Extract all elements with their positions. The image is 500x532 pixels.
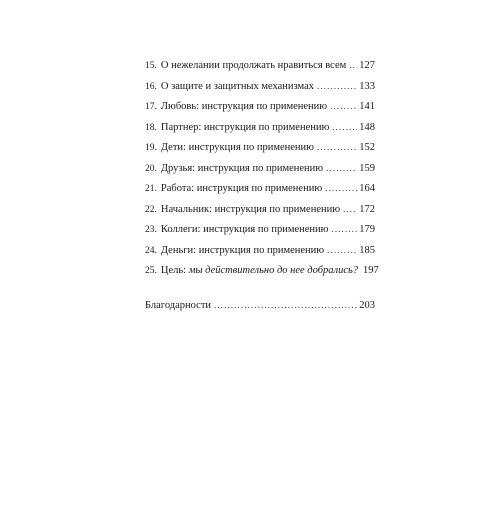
toc-entry-18 (145, 117, 375, 138)
toc-entry-title: Дети: инструкция по применению (160, 142, 314, 153)
toc-entry-19 (145, 137, 375, 158)
toc-entry-page: 127 (359, 60, 375, 71)
dot-leader (317, 76, 357, 97)
toc-entry-title: Начальник: инструкция по применению (160, 203, 341, 215)
toc-entry-page: 133 (359, 80, 375, 92)
toc-entry-page: 164 (359, 183, 375, 194)
toc-entry-number: 21. (145, 184, 157, 194)
dot-leader (327, 240, 357, 261)
toc-entry-title: Любовь: инструкция по применению (160, 101, 328, 112)
dot-leader (317, 137, 357, 158)
toc-entry-page: 152 (359, 142, 375, 153)
toc-entry-number: 19. (145, 143, 157, 153)
toc-entry-number: 20. (145, 163, 157, 174)
dot-leader (326, 158, 357, 179)
toc-entry-21 (145, 178, 375, 199)
toc-entry-page: 185 (359, 244, 375, 256)
toc-entry-page: 148 (359, 121, 375, 133)
toc-entry-title: Деньги: инструкция по применению (160, 244, 325, 256)
toc-entry-page: 159 (359, 162, 375, 174)
toc-entry-title-plain: Цель: (160, 265, 189, 276)
toc-entry-16 (145, 76, 375, 97)
toc-entry-15 (145, 55, 375, 76)
dot-leader (343, 199, 357, 220)
toc-entry-17 (145, 96, 375, 117)
toc-entry-title: О защите и защитных механизмах (160, 80, 315, 92)
toc-entry-title: Партнер: инструкция по применению (160, 121, 330, 133)
toc-entry-title: Благодарности (145, 299, 212, 311)
toc-entry-page: 141 (359, 101, 375, 112)
dot-leader (332, 219, 358, 240)
toc-entry-number: 23. (145, 225, 157, 235)
dot-leader (349, 55, 357, 76)
toc-entry-acknowledgements (145, 295, 375, 316)
toc-entry-page: 172 (359, 203, 375, 215)
toc-entry-22 (145, 199, 375, 220)
toc-entry-title: Коллеги: инструкция по применению (160, 224, 329, 235)
toc-entry-title (161, 261, 358, 282)
toc-entry-number: 18. (145, 122, 157, 133)
toc-entry-title: Друзья: инструкция по применению (160, 162, 324, 174)
toc-entry-page: 179 (359, 224, 375, 235)
toc-entry-number: 25. (145, 266, 157, 276)
toc-entry-page: 197 (363, 265, 379, 276)
table-of-contents (145, 55, 379, 315)
dot-leader (214, 295, 357, 316)
toc-entry-page: 203 (359, 299, 375, 311)
toc-entry-number: 22. (145, 204, 157, 215)
toc-entry-title: О нежелании продолжать нравиться всем (160, 60, 347, 71)
dot-leader (325, 178, 357, 199)
toc-entry-number: 15. (145, 61, 157, 71)
toc-spacer (145, 281, 375, 295)
dot-leader (330, 96, 357, 117)
toc-entry-number: 16. (145, 81, 157, 92)
toc-entry-25 (145, 260, 379, 281)
toc-entry-title: Работа: инструкция по применению (160, 183, 323, 194)
dot-leader (332, 117, 357, 138)
toc-entry-24 (145, 240, 375, 261)
toc-entry-number: 24. (145, 245, 157, 256)
toc-entry-20 (145, 158, 375, 179)
toc-entry-number: 17. (145, 102, 157, 112)
toc-entry-title-italic: мы действительно до нее добрались? (188, 265, 359, 276)
toc-entry-23 (145, 219, 375, 240)
